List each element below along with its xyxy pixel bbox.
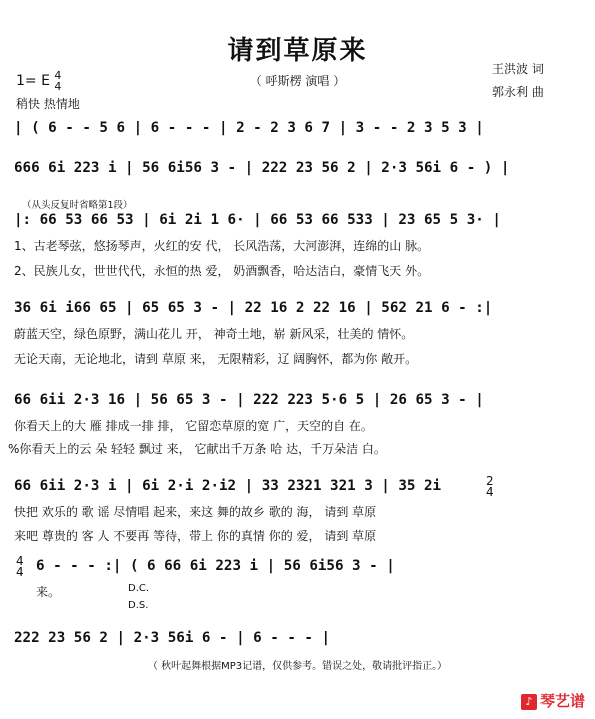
repeat-note: （从头反复时省略第1段） [22, 200, 133, 211]
lyric-line-4a: 蔚蓝天空，绿色原野，满山花儿 开， 神奇土地，崭 新风采，壮美的 情怀。 [14, 327, 414, 341]
time-change [486, 476, 494, 498]
lyric-line-5a: 你看天上的大 雁 排成一排 排， 它留恋草原的宽 广，天空的自 在。 [14, 419, 373, 433]
tempo-marking: 稍快 热情地 [16, 97, 80, 111]
lyric-line-7: 来。 [36, 585, 61, 599]
score-line-1: | ( 6 - - 5 6 | 6 - - - | 2 - 2 3 6 7 | 3 - - 2 3 5 3 | [14, 120, 484, 136]
watermark-logo [521, 690, 585, 711]
watermark-text: 琴艺谱 [539, 692, 585, 710]
score-line-6: 66 6ii 2·3 i | 6i 2·i 2·i2 | 33 2321 321 3 | 35 2i [14, 478, 442, 494]
time-signature [54, 70, 61, 92]
ds-marking: D.S. [128, 600, 149, 611]
time-sig-bottom: 4 [54, 80, 62, 93]
key-signature [16, 70, 61, 92]
score-line-2: 666 6i 223 i | 56 6i56 3 - | 222 23 56 2 | 2·3 56i 6 - ) | [14, 160, 510, 176]
score-line-4: 36 6i i66 65 | 65 65 3 - | 22 16 2 22 16 | 562 21 6 - :| [14, 300, 493, 316]
piano-icon: ♪ [521, 694, 537, 710]
lyric-line-3a: 1、古老琴弦，悠扬琴声，火红的安 代， 长风浩荡，大河澎湃，连绵的山 脉。 [14, 239, 430, 253]
score-line-7: 6 - - - :| ( 6 66 6i 223 i | 56 6i56 3 - | [36, 558, 395, 574]
key-label: 1= E [16, 73, 50, 89]
song-title: 请到草原来 [227, 36, 368, 66]
lyric-line-4b: 无论天南，无论地北，请到 草原 来， 无限精彩，辽 阔胸怀，都为你 敞开。 [14, 352, 418, 366]
footer-note: （ 秋叶起舞根据MP3记谱，仅供参考。错误之处，敬请批评指正。） [147, 661, 448, 672]
time-sig-line7 [16, 556, 24, 578]
lyric-line-3b: 2、民族儿女，世世代代，永恒的热 爱， 奶酒飘香，哈达洁白，豪情飞天 外。 [14, 264, 430, 278]
time-change-bottom: 4 [486, 485, 494, 499]
time-change-top: 2 [486, 474, 494, 488]
time-sig-line7-top: 4 [16, 554, 24, 568]
lyric-line-6b: 来吧 尊贵的 客 人 不要再 等待，带上 你的真情 你的 爱， 请到 草原 [14, 529, 377, 543]
lyric-line-6a: 快把 欢乐的 歌 谣 尽情唱 起来，来这 舞的故乡 歌的 海， 请到 草原 [14, 505, 377, 519]
score-line-8: 222 23 56 2 | 2·3 56i 6 - | 6 - - - | [14, 630, 331, 646]
composer-credit: 郭永利 曲 [492, 85, 544, 99]
time-sig-top: 4 [54, 69, 62, 82]
score-line-5: 66 6ii 2·3 16 | 56 65 3 - | 222 223 5·6 5 | 26 65 3 - | [14, 392, 484, 408]
score-line-3: |: 66 53 66 53 | 6i 2i 1 6· | 66 53 66 533 | 23 65 5 3· | [14, 212, 501, 228]
lyricist-credit: 王洪波 词 [492, 62, 544, 76]
dc-marking: D.C. [128, 583, 150, 594]
performer: （ 呼斯楞 演唱 ） [249, 74, 346, 88]
time-sig-line7-bottom: 4 [16, 565, 24, 579]
lyric-line-5b: %你看天上的云 朵 轻轻 飘过 来， 它献出千万条 哈 达，千万朵洁 白。 [8, 442, 386, 456]
